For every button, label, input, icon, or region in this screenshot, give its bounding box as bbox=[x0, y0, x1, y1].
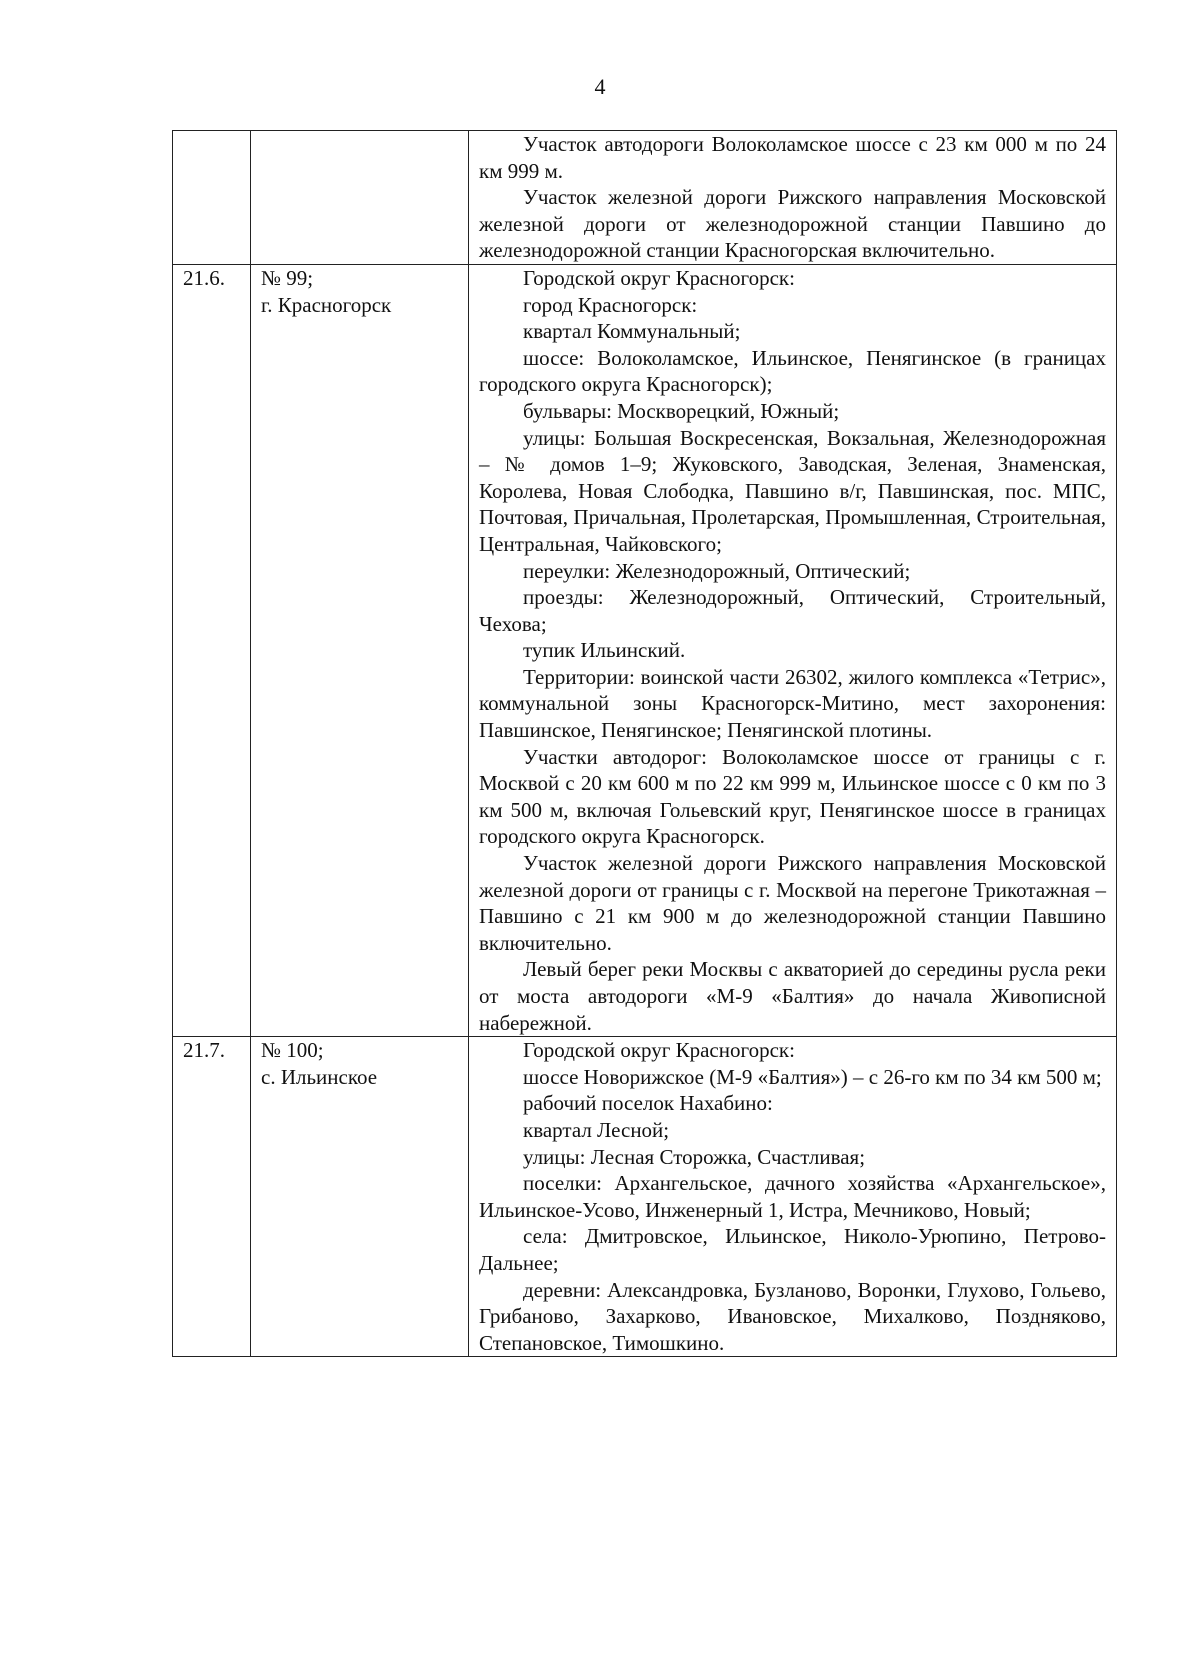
description-paragraph: шоссе: Волоколамское, Ильинское, Пенягинское (в границах городского округа Красногорск); bbox=[479, 345, 1106, 397]
district-center: с. Ильинское bbox=[261, 1064, 378, 1089]
district-cell bbox=[251, 264, 469, 1036]
description-cell bbox=[469, 264, 1117, 1036]
description-paragraph: переулки: Железнодорожный, Оптический; bbox=[523, 558, 911, 583]
row-number-cell bbox=[173, 131, 251, 265]
description-paragraph: Участок автодороги Волоколамское шоссе с 23 км 000 м по 24 км 999 м. bbox=[479, 132, 1106, 183]
description-paragraph: тупик Ильинский. bbox=[523, 638, 686, 663]
district-number: № 100; bbox=[261, 1038, 324, 1063]
description-paragraph: деревни: Александровка, Бузланово, Воронки, Глухово, Гольево, Грибаново, Захарково, Ивановское, Михалково, Поздняково, Степановское, Тимошкино. bbox=[479, 1277, 1106, 1355]
description-paragraph: квартал Лесной; bbox=[523, 1117, 670, 1142]
district-cell bbox=[251, 1037, 469, 1357]
district-center: г. Красногорск bbox=[261, 292, 392, 317]
description-cell bbox=[469, 131, 1117, 265]
table-row bbox=[173, 264, 1117, 1036]
description-paragraph: город Красногорск: bbox=[523, 292, 698, 317]
description-paragraph: Участки автодорог: Волоколамское шоссе от границы с г. Москвой с 20 км 600 м по 22 км 999 м, Ильинское шоссе с 0 км по 3 км 500 м, включая Гольевский круг, Пенягинское шоссе в границах городского округа Красногорск. bbox=[479, 744, 1106, 849]
description-paragraph: Участок железной дороги Рижского направления Московской железной дороги от железнодорожной станции Павшино до железнодорожной станции Красногорская включительно. bbox=[479, 185, 1106, 263]
description-paragraph: Участок железной дороги Рижского направления Московской железной дороги от границы с г. Москвой на перегоне Трикотажная – Павшино с 21 км 900 м до железнодорожной станции Павшино включительно. bbox=[479, 851, 1106, 955]
row-number-cell bbox=[173, 1037, 251, 1357]
description-paragraph: проезды: Железнодорожный, Оптический, Строительный, Чехова; bbox=[479, 585, 1106, 636]
description-paragraph: Территории: воинской части 26302, жилого комплекса «Тетрис», коммунальной зоны Красногорск-Митино, мест захоронения: Павшинское, Пенягинское; Пенягинской плотины. bbox=[479, 664, 1106, 743]
table-body bbox=[173, 131, 1117, 1357]
row-number: 21.6. bbox=[183, 265, 225, 290]
districts-table bbox=[172, 130, 1117, 1357]
description-paragraph: рабочий поселок Нахабино: bbox=[523, 1091, 773, 1116]
description-paragraph: села: Дмитровское, Ильинское, Николо-Урюпино, Петрово-Дальнее; bbox=[479, 1224, 1106, 1275]
description-paragraph: шоссе Новорижское (М-9 «Балтия») – с 26-го км по 34 км 500 м; bbox=[523, 1064, 1102, 1089]
table-row bbox=[173, 131, 1117, 265]
description-paragraph: Левый берег реки Москвы с акваторией до середины русла реки от моста автодороги «М-9 «Балтия» до начала Живописной набережной. bbox=[479, 957, 1106, 1035]
description-paragraph: бульвары: Москворецкий, Южный; bbox=[523, 398, 840, 423]
description-paragraph: улицы: Большая Воскресенская, Вокзальная, Железнодорожная – № домов 1–9; Жуковского, Заводская, Зеленая, Знаменская, Королева, Новая Слободка, Павшино в/г, Павшинская, пос. МПС, Почтовая, Причальная, Пролетарская, Промышленная, Строительная, Центральная, Чайковского; bbox=[479, 425, 1106, 556]
description-cell bbox=[469, 1037, 1117, 1357]
description-paragraph: улицы: Лесная Сторожка, Счастливая; bbox=[523, 1144, 866, 1169]
page-number: 4 bbox=[594, 74, 606, 99]
description-paragraph: Городской округ Красногорск: bbox=[523, 1038, 795, 1063]
row-number: 21.7. bbox=[183, 1038, 225, 1063]
description-paragraph: поселки: Архангельское, дачного хозяйства «Архангельское», Ильинское-Усово, Инженерный 1, Истра, Мечниково, Новый; bbox=[479, 1171, 1106, 1222]
description-paragraph: квартал Коммунальный; bbox=[523, 319, 741, 344]
district-number: № 99; bbox=[261, 265, 314, 290]
table-row bbox=[173, 1037, 1117, 1357]
row-number-cell bbox=[173, 264, 251, 1036]
district-cell bbox=[251, 131, 469, 265]
description-paragraph: Городской округ Красногорск: bbox=[523, 265, 795, 290]
